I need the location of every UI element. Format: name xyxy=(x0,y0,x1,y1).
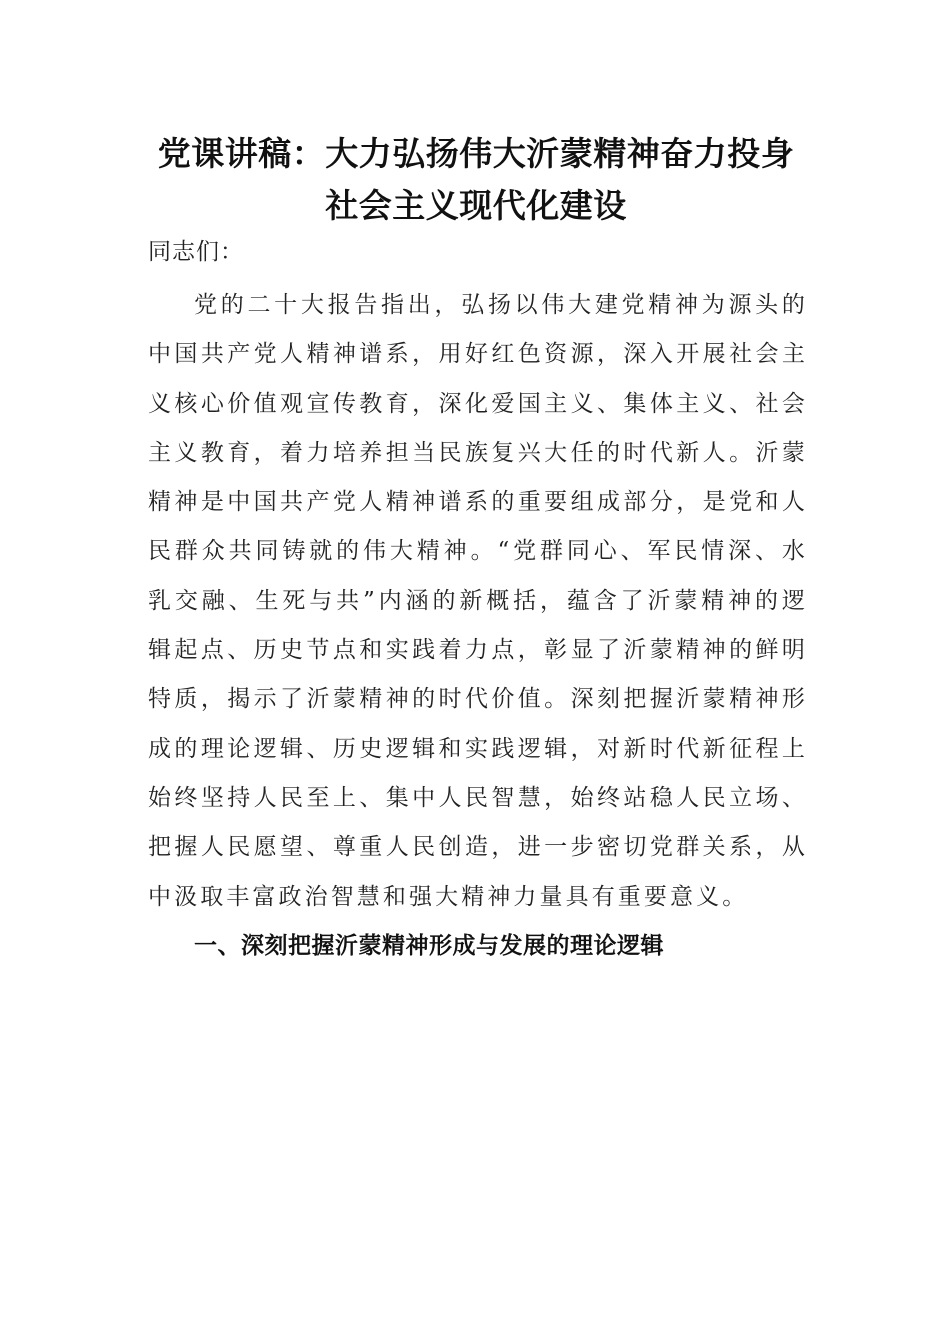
body-paragraph: 党的二十大报告指出，弘扬以伟大建党精神为源头的中国共产党人精神谱系，用好红色资源，深入开展社会主义核心价值观宣传教育，深化爱国主义、集体主义、社会主义教育，着力培养担当民族复兴大任的时代新人。沂蒙精神是中国共产党人精神谱系的重要组成部分，是党和人民群众共同铸就的伟大精神。“党群同心、军民情深、水乳交融、生死与共”内涵的新概括，蕴含了沂蒙精神的逻辑起点、历史节点和实践着力点，彰显了沂蒙精神的鲜明特质，揭示了沂蒙精神的时代价值。深刻把握沂蒙精神形成的理论逻辑、历史逻辑和实践逻辑，对新时代新征程上始终坚持人民至上、集中人民智慧，始终站稳人民立场、把握人民愿望、尊重人民创造，进一步密切党群关系，从中汲取丰富政治智慧和强大精神力量具有重要意义。 xyxy=(148,292,808,910)
document-title: 党课讲稿：大力弘扬伟大沂蒙精神奋力投身社会主义现代化建设 xyxy=(157,134,795,225)
salutation: 同志们： xyxy=(148,239,244,265)
section-heading: 一、深刻把握沂蒙精神形成与发展的理论逻辑 xyxy=(194,933,664,959)
